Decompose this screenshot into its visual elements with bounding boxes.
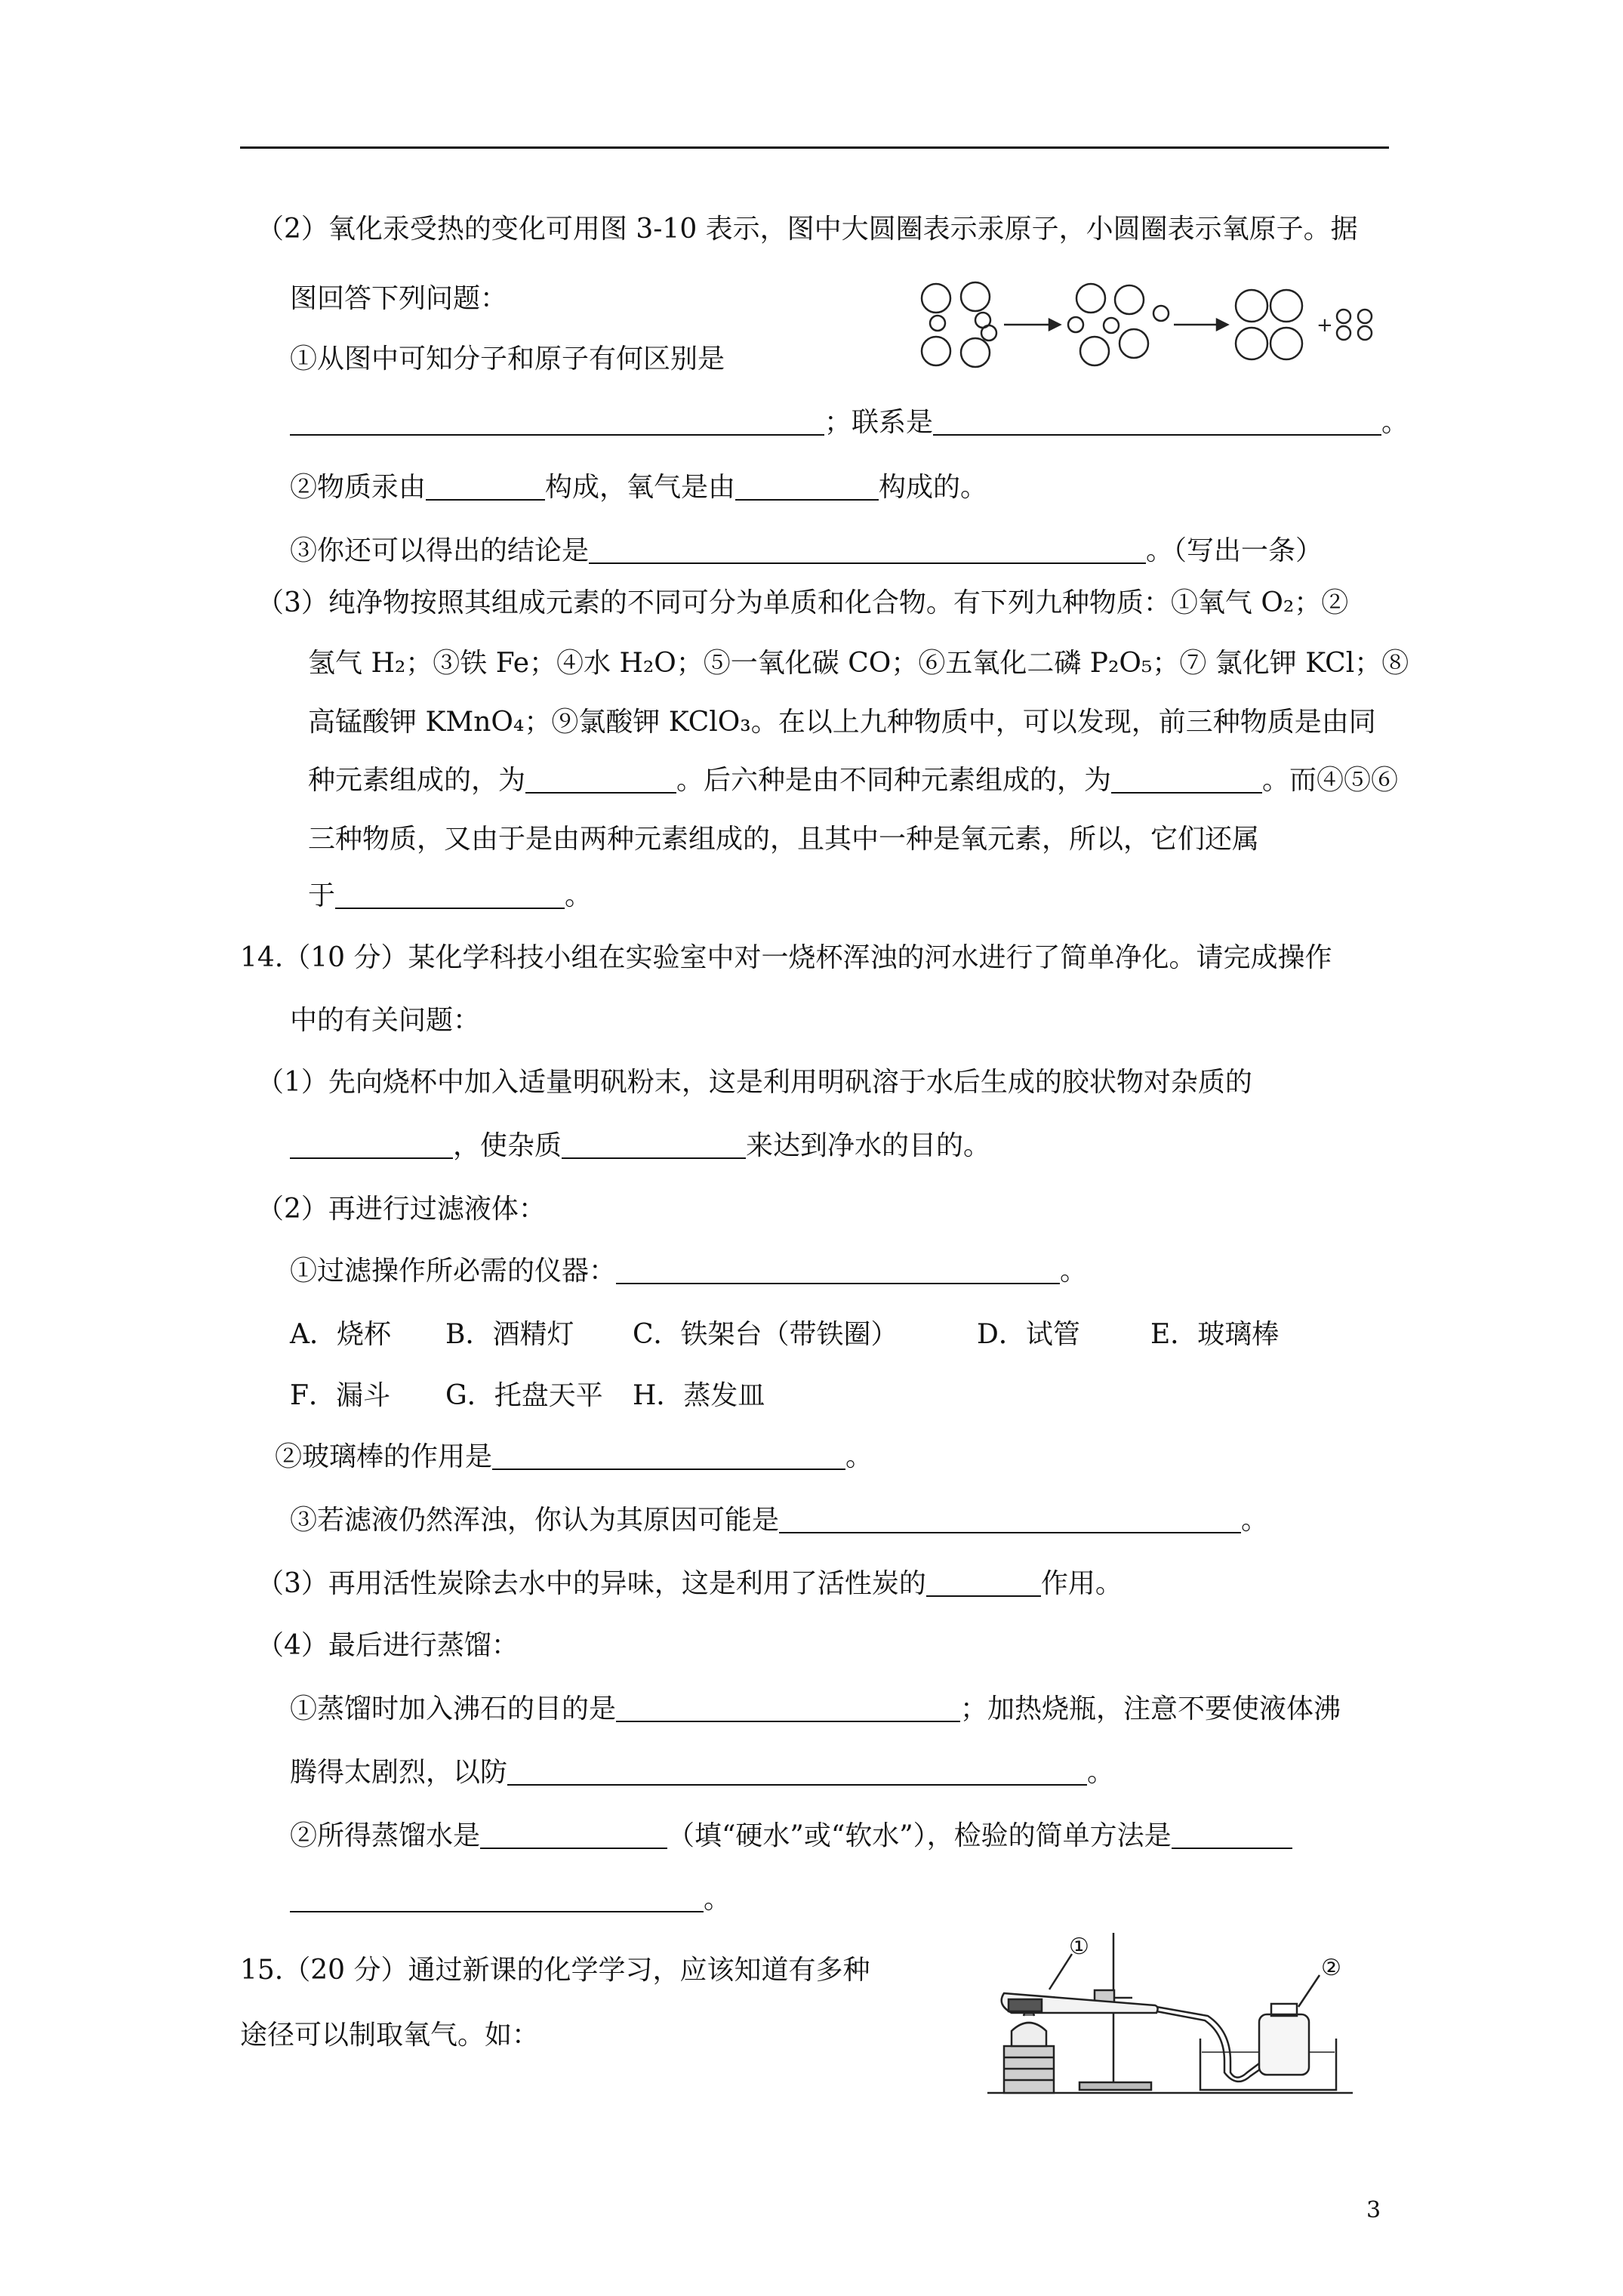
q13-p2-s1-link-label: ；联系是 [824,407,934,438]
q13-p2-s2-text: ②物质汞由 [290,472,427,503]
answer-blank[interactable] [562,1130,746,1159]
q14-p4-s1 [290,1691,1341,1727]
option-a: A．烧杯 [290,1319,391,1350]
q14-p4-text: ；加热烧瓶，注意不要使液体沸 [960,1693,1341,1724]
option-h: H．蒸发皿 [633,1380,765,1411]
q13-p3-text: 。 [565,880,593,911]
q13-p2-intro-2: 图回答下列问题： [290,283,508,314]
q14-p2-s1 [290,1253,1087,1290]
q14-p4-heading: （4）最后进行蒸馏： [257,1630,519,1661]
figure-plus-sign: + [1317,314,1333,337]
q13-p3-line-6 [308,878,592,914]
q14-p2-text: 。 [1241,1505,1269,1536]
q13-p2-s3-text: 。（写出一条） [1146,535,1323,566]
oxygen-preparation-apparatus-figure [981,1918,1359,2099]
q14-p1-text: ，使杂质 [453,1130,562,1161]
answer-blank[interactable] [1111,765,1262,794]
q13-p3-text: 种元素组成的，为 [308,765,526,796]
q14-p4-text: 。 [704,1884,731,1915]
option-b: B．酒精灯 [445,1319,574,1350]
q13-p3-line-4 [308,763,1398,799]
answer-blank[interactable] [480,1820,667,1849]
option-e: E．玻璃棒 [1150,1319,1280,1350]
apparatus-label-2: ② [1321,1955,1341,1981]
q13-p2-intro-1: （2）氧化汞受热的变化可用图 3-10 表示，图中大圆圈表示汞原子，小圆圈表示氧原子。据 [257,214,1358,245]
q13-p3-line-3: 高锰酸钾 KMnO₄；⑨氯酸钾 KClO₃。在以上九种物质中，可以发现，前三种物质是由同 [308,707,1376,738]
answer-blank[interactable] [616,1256,1060,1284]
q14-heading-line-2: 中的有关问题： [290,1005,481,1036]
q13-p2-s2-text: 构成，氧气是由 [545,472,736,503]
q13-p2-s2-text: 构成的。 [879,472,988,503]
q14-p1-text: 来达到净水的目的。 [746,1130,991,1161]
q14-p2-text: ①过滤操作所必需的仪器： [290,1256,617,1287]
q14-p1-line-1: （1）先向烧杯中加入适量明矾粉末，这是利用明矾溶于水后生成的胶状物对杂质的 [257,1067,1252,1098]
q13-p3-line-2: 氢气 H₂；③铁 Fe；④水 H₂O；⑤一氧化碳 CO；⑥五氧化二磷 P₂O₅；⑦ 氯化钾 KCl；⑧ [308,648,1409,679]
option-c: C．铁架台（带铁圈） [633,1319,898,1350]
answer-blank[interactable] [779,1505,1241,1533]
option-g: G．托盘天平 [445,1380,603,1411]
q13-p2-s3-text: ③你还可以得出的结论是 [290,535,590,566]
q14-p4-s2 [290,1818,1292,1854]
q14-p4-text: ②所得蒸馏水是 [290,1820,481,1851]
q13-p3-text: 。而④⑤⑥ [1262,765,1399,796]
answer-blank[interactable] [426,472,545,501]
answer-blank[interactable] [335,880,565,909]
answer-blank[interactable] [290,407,824,436]
answer-blank[interactable] [933,407,1381,436]
q13-p2-s1-label: ①从图中可知分子和原子有何区别是 [290,344,725,374]
q14-p4-s2-cont [290,1881,731,1918]
q14-p2-text: 。 [1060,1256,1088,1287]
q14-p2-s2 [275,1439,873,1475]
q13-p2-s1-answer-line [290,405,1409,441]
q14-p2-text: 。 [845,1441,873,1472]
q13-p3-line-1: （3）纯净物按照其组成元素的不同可分为单质和化合物。有下列九种物质：①氧气 O₂；② [257,587,1349,618]
answer-blank[interactable] [589,535,1146,564]
answer-blank[interactable] [507,1757,1087,1786]
answer-blank[interactable] [616,1693,960,1722]
q14-p4-text: 。 [1087,1757,1115,1788]
q14-p4-text: 腾得太剧烈，以防 [290,1757,508,1788]
q13-p3-text: 。后六种是由不同种元素组成的，为 [676,765,1112,796]
q14-p1-line-2 [290,1128,990,1164]
answer-blank[interactable] [1172,1820,1292,1849]
q14-p2-heading: （2）再进行过滤液体： [257,1194,546,1225]
q15-line-1: 15.（20 分）通过新课的化学学习，应该知道有多种 [240,1955,870,1986]
q14-p2-text: ③若滤液仍然浑浊，你认为其原因可能是 [290,1505,780,1536]
q13-p3-text: 于 [308,880,336,911]
q14-p3 [257,1566,1123,1602]
answer-blank[interactable] [290,1884,704,1912]
q14-p4-s1-cont [290,1755,1114,1791]
option-d: D．试管 [977,1319,1080,1350]
q14-p4-text: （填“硬水”或“软水”），检验的简单方法是 [667,1820,1172,1851]
answer-blank[interactable] [735,472,879,501]
q15-line-2: 途径可以制取氧气。如： [240,2020,540,2051]
option-f: F．漏斗 [290,1380,390,1411]
mercury-oxide-decomposition-figure [906,268,1389,381]
period: 。 [1381,407,1409,438]
page-number: 3 [1366,2197,1381,2224]
q14-p2-s3 [290,1502,1268,1539]
answer-blank[interactable] [290,1130,453,1159]
q14-p2-text: ②玻璃棒的作用是 [275,1441,493,1472]
q13-p3-line-5: 三种物质，又由于是由两种元素组成的，且其中一种是氧元素，所以，它们还属 [308,824,1260,855]
answer-blank[interactable] [492,1441,845,1470]
q14-p3-text: （3）再用活性炭除去水中的异味，这是利用了活性炭的 [257,1568,926,1599]
answer-blank[interactable] [926,1568,1041,1597]
q13-p2-s3 [290,533,1323,569]
q14-p3-text: 作用。 [1040,1568,1123,1599]
q13-p2-s2 [290,470,987,506]
header-rule [240,146,1389,149]
answer-blank[interactable] [525,765,676,794]
q14-p4-text: ①蒸馏时加入沸石的目的是 [290,1693,617,1724]
apparatus-label-1: ① [1069,1934,1089,1960]
q14-heading-line-1: 14.（10 分）某化学科技小组在实验室中对一烧杯浑浊的河水进行了简单净化。请完成操作 [240,942,1332,973]
